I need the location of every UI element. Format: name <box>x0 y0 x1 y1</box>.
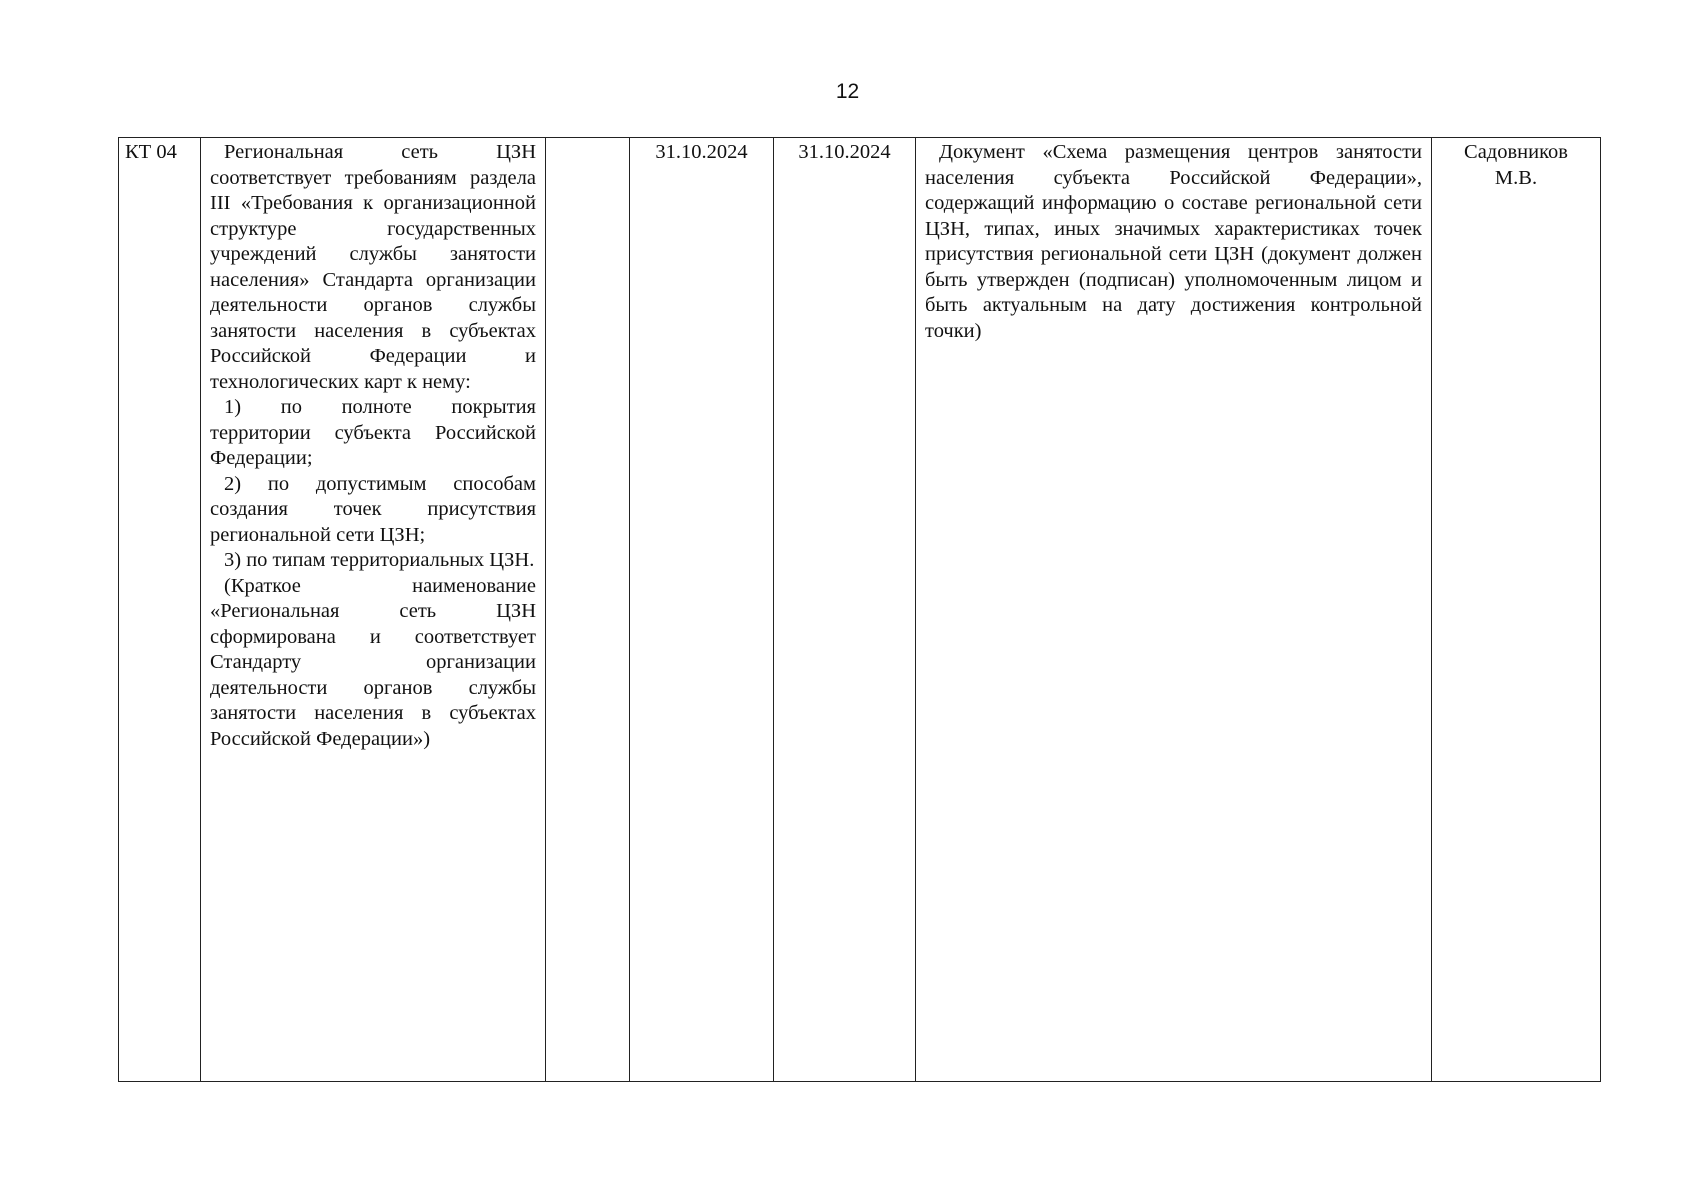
control-point-code: КТ 04 <box>119 138 201 1082</box>
control-point-description <box>201 138 546 1082</box>
description-item-2: 2) по допустимым способам создания точек присутствия региональной сети ЦЗН; <box>210 472 536 546</box>
confirming-document <box>916 138 1432 1082</box>
date-fact: 31.10.2024 <box>774 138 916 1082</box>
document-text: Документ «Схема размещения центров занятости населения субъекта Российской Федерации», содержащий информацию о составе региональной сети ЦЗН, типах, иных значимых характеристиках точек присутствия региональной сети ЦЗН (документ должен быть утвержден (подписан) уполномоченным лицом и быть актуальным на дату достижения контрольной точки) <box>925 141 1422 342</box>
description-intro: Региональная сеть ЦЗН соответствует требованиям раздела III «Требования к организационной структуре государственных учреждений службы занятости населения» Стандарта организации деятельности органов службы занятости населения в субъектах Российской Федерации и технологических карт к нему: <box>210 141 536 393</box>
description-item-3: 3) по типам территориальных ЦЗН. <box>224 549 535 571</box>
control-point-table <box>118 137 1601 1082</box>
responsible-person: Садовников М.В. <box>1432 138 1601 1082</box>
description-short-name: (Краткое наименование «Региональная сеть ЦЗН сформирована и соответствует Стандарту организации деятельности органов службы занятости населения в субъектах Российской Федерации») <box>210 574 536 750</box>
table-row <box>119 138 1601 1082</box>
date-plan: 31.10.2024 <box>630 138 774 1082</box>
description-item-1: 1) по полноте покрытия территории субъекта Российской Федерации; <box>210 396 536 469</box>
page-number: 12 <box>835 80 860 103</box>
empty-cell <box>546 138 630 1082</box>
